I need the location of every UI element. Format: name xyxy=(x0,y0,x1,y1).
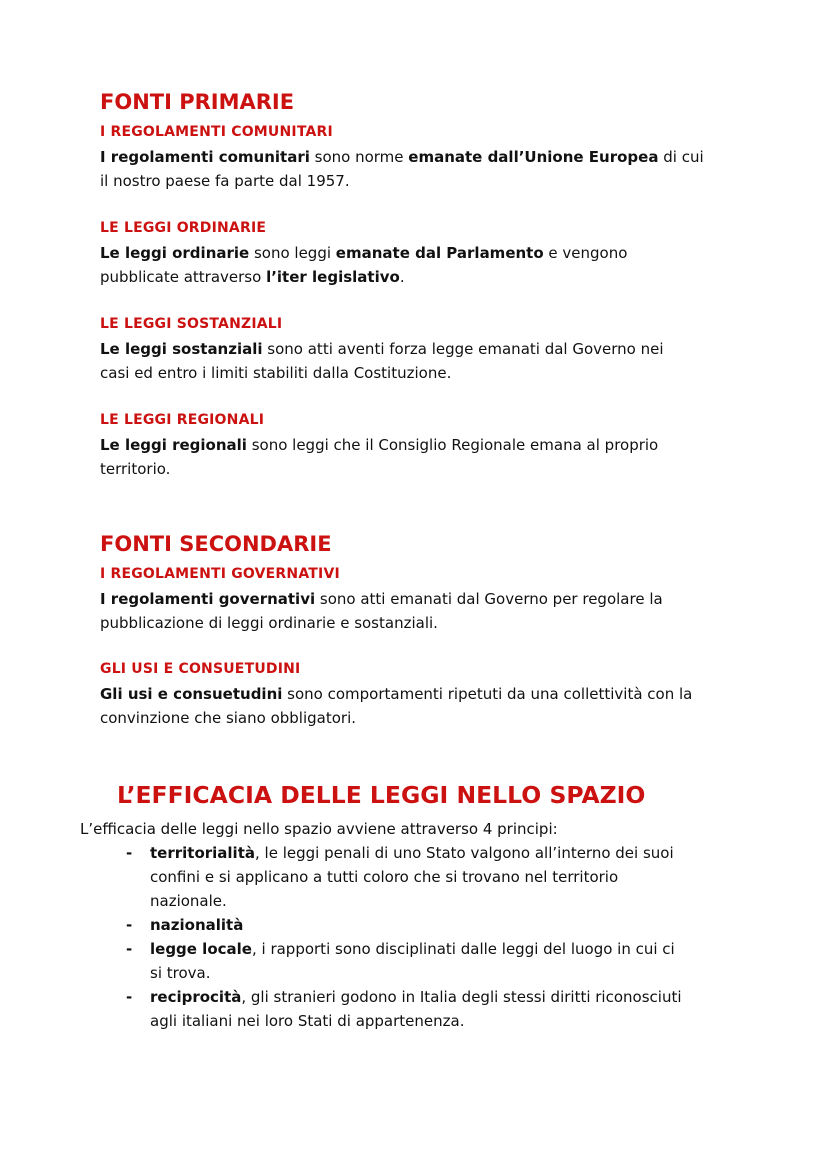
list-item-line: reciprocità, gli stranieri godono in Italia degli stessi diritti riconosciuti xyxy=(150,988,682,1006)
paragraph-line: Gli usi e consuetudini sono comportamenti ripetuti da una collettività con la xyxy=(100,685,693,703)
paragraph-line: pubblicazione di leggi ordinarie e sostanziali. xyxy=(100,614,438,632)
list-item-line: territorialità, le leggi penali di uno Stato valgono all’interno dei suoi xyxy=(150,844,674,862)
bold-term: legge locale xyxy=(150,940,252,958)
paragraph-line: Le leggi ordinarie sono leggi emanate dal Parlamento e vengono xyxy=(100,244,628,262)
list-item-line: agli italiani nei loro Stati di appartenenza. xyxy=(150,1012,465,1030)
intro-paragraph: L’efficacia delle leggi nello spazio avviene attraverso 4 principi: xyxy=(80,820,558,838)
subheading-usi-consuetudini: GLI USI E CONSUETUDINI xyxy=(100,661,301,677)
list-item-line: confini e si applicano a tutti coloro che si trovano nel territorio xyxy=(150,868,619,886)
list-bullet: - xyxy=(126,844,133,862)
list-item-line: nazionale. xyxy=(150,892,227,910)
paragraph-line: Le leggi sostanziali sono atti aventi forza legge emanati dal Governo nei xyxy=(100,340,664,358)
paragraph-line: il nostro paese fa parte dal 1957. xyxy=(100,172,350,190)
subheading-leggi-regionali: LE LEGGI REGIONALI xyxy=(100,412,265,428)
paragraph-line: convinzione che siano obbligatori. xyxy=(100,709,357,727)
paragraph-line: I regolamenti governativi sono atti emanati dal Governo per regolare la xyxy=(100,590,663,608)
bold-term: reciprocità xyxy=(150,988,242,1006)
subheading-leggi-ordinarie: LE LEGGI ORDINARIE xyxy=(100,220,267,236)
bold-term: Gli usi e consuetudini xyxy=(100,685,283,703)
paragraph-line: territorio. xyxy=(100,460,171,478)
subheading-regolamenti-governativi: I REGOLAMENTI GOVERNATIVI xyxy=(100,566,340,582)
bold-term: Le leggi sostanziali xyxy=(100,340,263,358)
subheading-leggi-sostanziali: LE LEGGI SOSTANZIALI xyxy=(100,316,283,332)
list-bullet: - xyxy=(126,916,133,934)
bold-term: I regolamenti comunitari xyxy=(100,148,310,166)
paragraph-line: casi ed entro i limiti stabiliti dalla Costituzione. xyxy=(100,364,452,382)
bold-term: territorialità xyxy=(150,844,255,862)
list-item-line: legge locale, i rapporti sono disciplinati dalle leggi del luogo in cui ci xyxy=(150,940,675,958)
bold-term: Le leggi regionali xyxy=(100,436,247,454)
bold-term: emanate dall’Unione Europea xyxy=(408,148,659,166)
list-item-line xyxy=(150,913,243,937)
bold-term: I regolamenti governativi xyxy=(100,590,316,608)
bold-term: nazionalità xyxy=(150,916,244,934)
list-bullet: - xyxy=(126,940,133,958)
heading-fonti-secondarie: FONTI SECONDARIE xyxy=(100,532,332,556)
bold-term: l’iter legislativo xyxy=(266,268,400,286)
heading-efficacia-leggi: L’EFFICACIA DELLE LEGGI NELLO SPAZIO xyxy=(117,781,646,809)
heading-fonti-primarie: FONTI PRIMARIE xyxy=(100,90,295,114)
subheading-regolamenti-comunitari: I REGOLAMENTI COMUNITARI xyxy=(100,124,333,140)
list-bullet: - xyxy=(126,988,133,1006)
bold-term: Le leggi ordinarie xyxy=(100,244,250,262)
paragraph-line: I regolamenti comunitari sono norme emanate dall’Unione Europea di cui xyxy=(100,148,704,166)
paragraph-line: pubblicate attraverso l’iter legislativo. xyxy=(100,268,405,286)
bold-term: emanate dal Parlamento xyxy=(335,244,544,262)
list-item-line: si trova. xyxy=(150,964,211,982)
paragraph-line: Le leggi regionali sono leggi che il Consiglio Regionale emana al proprio xyxy=(100,436,659,454)
